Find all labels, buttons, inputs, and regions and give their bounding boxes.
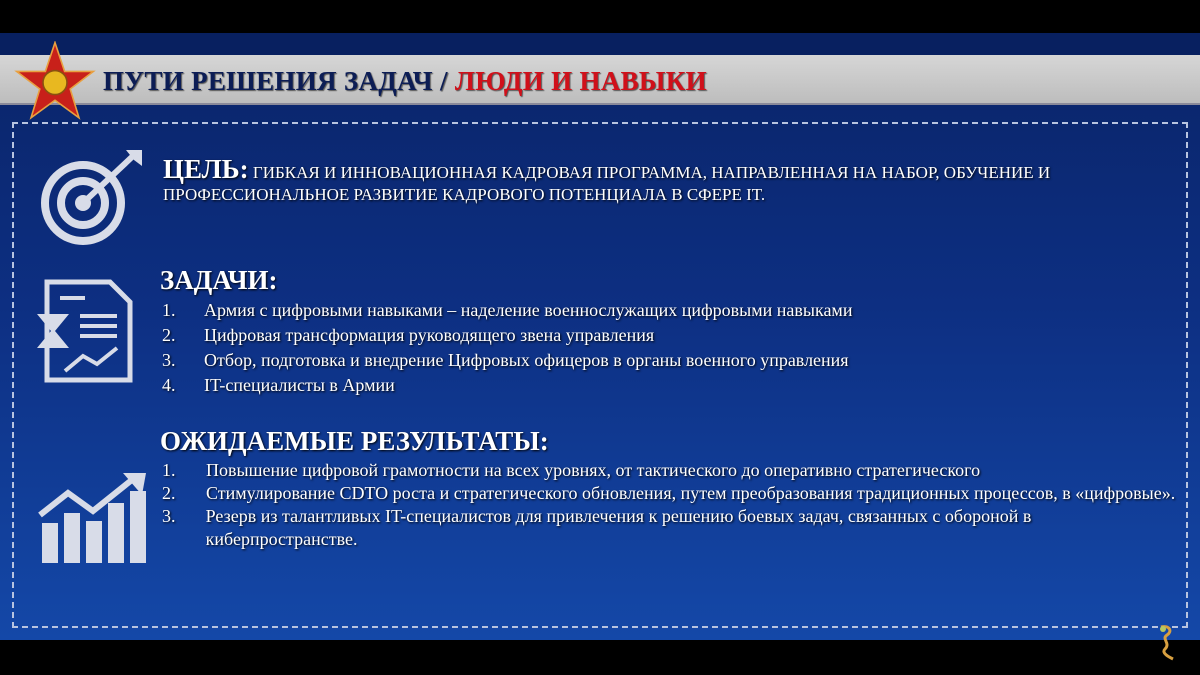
item-text: Резерв из талантливых IT-специалистов для привлечения к решению боевых задач, связанных с обороной в киберпространстве. [205, 506, 1032, 549]
title-main: ПУТИ РЕШЕНИЯ ЗАДАЧ / [103, 66, 455, 96]
title-accent: ЛЮДИ И НАВЫКИ [454, 66, 707, 96]
report-document-icon [35, 276, 135, 386]
item-number: 2. [162, 325, 176, 345]
slide [0, 33, 1200, 640]
goal-text: ГИБКАЯ И ИННОВАЦИОННАЯ КАДРОВАЯ ПРОГРАММА, НАПРАВЛЕННАЯ НА НАБОР, ОБУЧЕНИЕ И ПРОФЕССИОНАЛЬНОЕ РАЗВИТИЕ КАДРОВОГО ПОТЕНЦИАЛА В СФЕРЕ IT. [163, 163, 1051, 204]
goal-section [163, 154, 1103, 206]
item-text: Повышение цифровой грамотности на всех уровнях, от тактического до оперативно стратегического [206, 460, 981, 480]
item-text: Отбор, подготовка и внедрение Цифровых офицеров в органы военного управления [204, 350, 849, 370]
list-item [160, 505, 1180, 551]
target-icon [38, 148, 148, 248]
tasks-section [160, 265, 1180, 398]
results-heading: ОЖИДАЕМЫЕ РЕЗУЛЬТАТЫ: [160, 426, 549, 456]
item-number: 1. [162, 300, 176, 320]
item-number: 3. [162, 506, 176, 526]
item-text: IT-специалисты в Армии [204, 375, 395, 395]
results-list [160, 459, 1180, 551]
growth-chart-icon [38, 473, 148, 563]
tasks-heading: ЗАДАЧИ: [160, 265, 278, 295]
goal-label: ЦЕЛЬ: [163, 154, 249, 184]
item-number: 2. [162, 483, 176, 503]
page-title [103, 66, 707, 97]
list-item [160, 373, 1180, 398]
results-section [160, 426, 1180, 551]
top-strip [0, 33, 1200, 55]
item-text: Стимулирование CDTO роста и стратегического обновления, путем преобразования традиционных процессов, в «цифровые». [206, 483, 1176, 503]
list-item [160, 482, 1180, 505]
list-item [160, 459, 1180, 482]
dragon-watermark-icon [1155, 625, 1177, 661]
list-item [160, 298, 1180, 323]
item-number: 1. [162, 460, 176, 480]
tasks-list [160, 298, 1180, 398]
item-number: 3. [162, 350, 176, 370]
item-text: Армия с цифровыми навыками – наделение военнослужащих цифровыми навыками [204, 300, 853, 320]
item-number: 4. [162, 375, 176, 395]
list-item [160, 323, 1180, 348]
army-star-emblem-icon [12, 41, 98, 121]
list-item [160, 348, 1180, 373]
item-text: Цифровая трансформация руководящего звена управления [204, 325, 655, 345]
